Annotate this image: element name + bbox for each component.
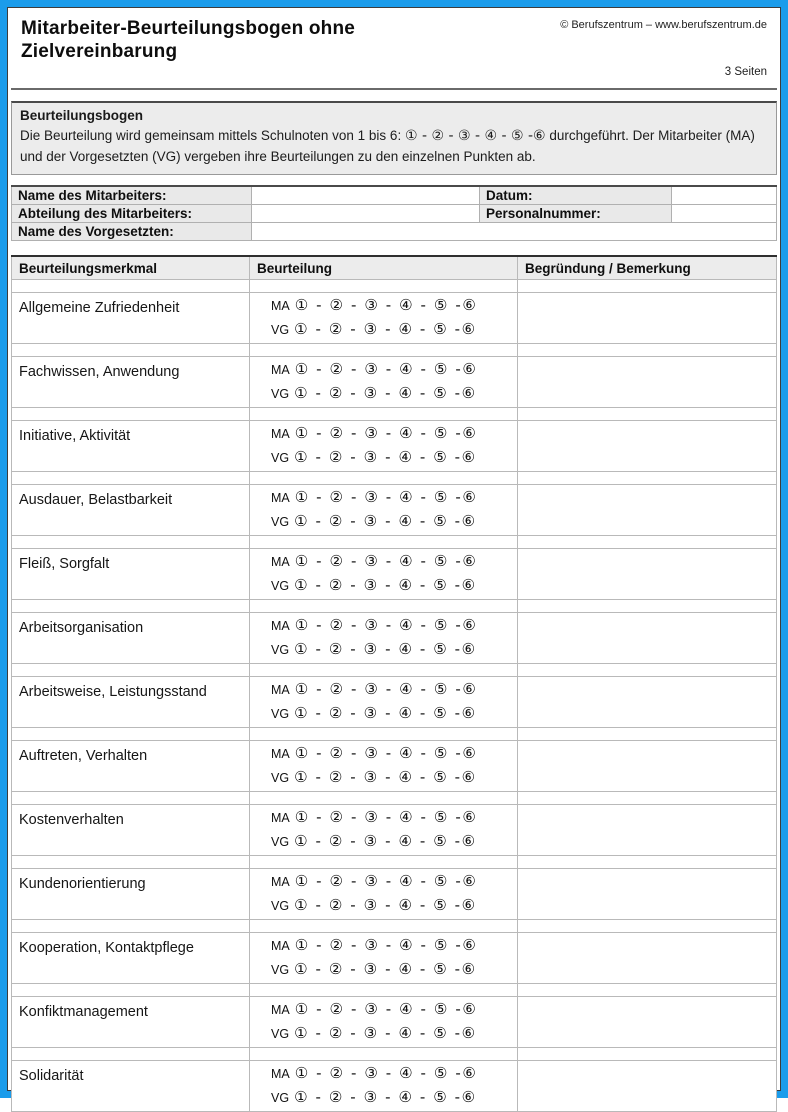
spacer-cell <box>12 536 250 549</box>
vg-scale-digits[interactable]: ① - ② - ③ - ④ - ⑤ -⑥ <box>294 832 477 851</box>
vg-scale-digits[interactable]: ① - ② - ③ - ④ - ⑤ -⑥ <box>294 576 477 595</box>
criterion-row <box>12 293 777 344</box>
spacer-row <box>12 664 777 677</box>
comment-cell[interactable] <box>518 421 777 472</box>
criterion-rating-cell <box>250 741 518 792</box>
vg-rating-scale[interactable] <box>271 958 516 982</box>
intro-heading: Beurteilungsbogen <box>20 108 144 123</box>
spacer-row <box>12 984 777 997</box>
comment-cell[interactable] <box>518 869 777 920</box>
header-meta <box>560 17 771 88</box>
ma-label: MA <box>271 427 290 442</box>
criterion-rating-cell <box>250 293 518 344</box>
spacer-cell <box>518 280 777 293</box>
ma-label: MA <box>271 939 290 954</box>
ma-scale-digits[interactable]: ① - ② - ③ - ④ - ⑤ -⑥ <box>294 872 478 891</box>
spacer-row <box>12 344 777 357</box>
criterion-rating-cell <box>250 421 518 472</box>
vg-rating-scale[interactable] <box>271 766 516 790</box>
spacer-cell <box>250 408 518 421</box>
criterion-rating-cell <box>250 357 518 408</box>
ma-scale-digits[interactable]: ① - ② - ③ - ④ - ⑤ -⑥ <box>294 552 478 571</box>
spacer-cell <box>12 984 250 997</box>
vg-rating-scale[interactable] <box>271 574 516 598</box>
comment-cell[interactable] <box>518 293 777 344</box>
ma-label: MA <box>271 875 290 890</box>
label-mitarbeiter-name: Name des Mitarbeiters: <box>12 186 252 204</box>
ma-rating-scale[interactable] <box>271 550 516 574</box>
ma-rating-scale[interactable] <box>271 806 516 830</box>
field-abteilung[interactable] <box>252 204 480 222</box>
ma-scale-digits[interactable]: ① - ② - ③ - ④ - ⑤ -⑥ <box>294 680 478 699</box>
ma-label: MA <box>271 299 290 314</box>
vg-scale-digits[interactable]: ① - ② - ③ - ④ - ⑤ -⑥ <box>294 704 477 723</box>
form-row-vorgesetzter <box>12 222 777 240</box>
criterion-label: Initiative, Aktivität <box>12 421 250 472</box>
vg-label: VG <box>271 899 290 914</box>
intro-box <box>11 101 777 175</box>
ma-rating-scale[interactable] <box>271 934 516 958</box>
criterion-rating-cell <box>250 549 518 600</box>
criterion-rating-cell <box>250 933 518 984</box>
page-header <box>11 8 777 88</box>
label-vorgesetzter-name: Name des Vorgesetzten: <box>12 222 252 240</box>
spacer-cell <box>12 792 250 805</box>
vg-scale-digits[interactable]: ① - ② - ③ - ④ - ⑤ -⑥ <box>294 768 477 787</box>
ma-label: MA <box>271 811 290 826</box>
criterion-rating-cell <box>250 869 518 920</box>
spacer-cell <box>518 1048 777 1061</box>
vg-rating-scale[interactable] <box>271 382 516 406</box>
rating-scale-legend: ① - ② - ③ - ④ - ⑤ -⑥ <box>404 128 546 144</box>
ma-rating-scale[interactable] <box>271 294 516 318</box>
spacer-row <box>12 280 777 293</box>
criterion-label: Konfiktmanagement <box>12 997 250 1048</box>
vg-label: VG <box>271 323 290 338</box>
spacer-cell <box>518 984 777 997</box>
spacer-row <box>12 856 777 869</box>
criterion-label: Fleiß, Sorgfalt <box>12 549 250 600</box>
spacer-row <box>12 792 777 805</box>
vg-rating-scale[interactable] <box>271 1022 516 1046</box>
criterion-rating-cell <box>250 997 518 1048</box>
page-title: Mitarbeiter-Beurteilungsbogen ohne Zielvereinbarung <box>21 18 356 63</box>
vg-scale-digits[interactable]: ① - ② - ③ - ④ - ⑤ -⑥ <box>294 448 477 467</box>
comment-cell[interactable] <box>518 741 777 792</box>
criterion-rating-cell <box>250 805 518 856</box>
vg-rating-scale[interactable] <box>271 894 516 918</box>
criterion-row <box>12 997 777 1048</box>
ma-rating-scale[interactable] <box>271 486 516 510</box>
criterion-rating-cell <box>250 677 518 728</box>
spacer-cell <box>250 728 518 741</box>
page-count-label: 3 Seiten <box>724 66 767 78</box>
ma-scale-digits[interactable]: ① - ② - ③ - ④ - ⑤ -⑥ <box>294 616 478 635</box>
vg-scale-digits[interactable]: ① - ② - ③ - ④ - ⑤ -⑥ <box>294 1024 477 1043</box>
spacer-cell <box>12 920 250 933</box>
ma-label: MA <box>271 491 290 506</box>
vg-rating-scale[interactable] <box>271 318 516 342</box>
field-personalnummer[interactable] <box>672 204 777 222</box>
ma-label: MA <box>271 1003 290 1018</box>
comment-cell[interactable] <box>518 613 777 664</box>
spacer-cell <box>12 600 250 613</box>
vg-label: VG <box>271 835 290 850</box>
spacer-row <box>12 728 777 741</box>
vg-label: VG <box>271 515 290 530</box>
ma-rating-scale[interactable] <box>271 998 516 1022</box>
vg-label: VG <box>271 771 290 786</box>
criterion-row <box>12 869 777 920</box>
copyright-text: © Berufszentrum – www.berufszentrum.de <box>560 19 767 31</box>
ma-scale-digits[interactable]: ① - ② - ③ - ④ - ⑤ -⑥ <box>294 424 478 443</box>
ma-scale-digits[interactable]: ① - ② - ③ - ④ - ⑤ -⑥ <box>294 1000 478 1019</box>
ma-scale-digits[interactable]: ① - ② - ③ - ④ - ⑤ -⑥ <box>294 744 478 763</box>
vg-label: VG <box>271 387 290 402</box>
vg-rating-scale[interactable] <box>271 510 516 534</box>
ma-label: MA <box>271 363 290 378</box>
ma-rating-scale[interactable] <box>271 870 516 894</box>
ma-scale-digits[interactable]: ① - ② - ③ - ④ - ⑤ -⑥ <box>294 296 478 315</box>
spacer-row <box>12 536 777 549</box>
spacer-cell <box>12 728 250 741</box>
comment-cell[interactable] <box>518 357 777 408</box>
criterion-row <box>12 805 777 856</box>
criterion-row <box>12 357 777 408</box>
vg-scale-digits[interactable]: ① - ② - ③ - ④ - ⑤ -⑥ <box>294 512 477 531</box>
comment-cell[interactable] <box>518 549 777 600</box>
criterion-label: Arbeitsweise, Leistungsstand <box>12 677 250 728</box>
spacer-row <box>12 472 777 485</box>
ma-rating-scale[interactable] <box>271 422 516 446</box>
spacer-cell <box>518 664 777 677</box>
spacer-row <box>12 600 777 613</box>
header-beurteilung: Beurteilung <box>250 256 518 280</box>
vg-rating-scale[interactable] <box>271 446 516 470</box>
spacer-cell <box>250 664 518 677</box>
ma-rating-scale[interactable] <box>271 1062 516 1086</box>
spacer-cell <box>12 472 250 485</box>
criterion-row <box>12 485 777 536</box>
criterion-label: Kooperation, Kontaktpflege <box>12 933 250 984</box>
spacer-cell <box>250 1048 518 1061</box>
vg-label: VG <box>271 1091 290 1106</box>
spacer-cell <box>518 344 777 357</box>
vg-label: VG <box>271 451 290 466</box>
page-content <box>7 7 781 1107</box>
ma-label: MA <box>271 1067 290 1082</box>
spacer-cell <box>518 792 777 805</box>
vg-rating-scale[interactable] <box>271 702 516 726</box>
spacer-cell <box>518 408 777 421</box>
spacer-cell <box>250 920 518 933</box>
vg-label: VG <box>271 579 290 594</box>
ma-scale-digits[interactable]: ① - ② - ③ - ④ - ⑤ -⑥ <box>294 808 478 827</box>
ma-label: MA <box>271 747 290 762</box>
vg-rating-scale[interactable] <box>271 830 516 854</box>
spacer-cell <box>250 536 518 549</box>
intro-text-prefix: Die Beurteilung wird gemeinsam mittels Schulnoten von 1 bis 6: <box>20 128 405 143</box>
spacer-cell <box>250 600 518 613</box>
spacer-cell <box>518 728 777 741</box>
spacer-cell <box>12 408 250 421</box>
spacer-cell <box>250 792 518 805</box>
spacer-cell <box>12 344 250 357</box>
rating-table-header-row <box>12 256 777 280</box>
criterion-label: Kostenverhalten <box>12 805 250 856</box>
meta-form <box>11 185 777 241</box>
ma-label: MA <box>271 619 290 634</box>
vg-scale-digits[interactable]: ① - ② - ③ - ④ - ⑤ -⑥ <box>294 896 477 915</box>
spacer-row <box>12 408 777 421</box>
vg-label: VG <box>271 643 290 658</box>
intro-body <box>20 126 768 167</box>
spacer-cell <box>250 984 518 997</box>
criteria-body <box>12 280 777 1112</box>
criterion-label: Kundenorientierung <box>12 869 250 920</box>
header-beurteilungsmerkmal: Beurteilungsmerkmal <box>12 256 250 280</box>
rating-table <box>11 255 777 1112</box>
header-begruendung: Begründung / Bemerkung <box>518 256 777 280</box>
criterion-label: Auftreten, Verhalten <box>12 741 250 792</box>
form-row-mitarbeiter <box>12 186 777 204</box>
spacer-cell <box>518 600 777 613</box>
vg-scale-digits[interactable]: ① - ② - ③ - ④ - ⑤ -⑥ <box>294 384 477 403</box>
vg-label: VG <box>271 707 290 722</box>
form-row-abteilung <box>12 204 777 222</box>
label-datum: Datum: <box>480 186 672 204</box>
spacer-row <box>12 1048 777 1061</box>
intro-text-suffix: durchgeführt. Der Mitarbeiter (MA) und der Vorgesetzten (VG) vergeben ihre Beurteilungen zu den einzelnen Punkten ab. <box>20 128 755 164</box>
vg-scale-digits[interactable]: ① - ② - ③ - ④ - ⑤ -⑥ <box>294 320 477 339</box>
ma-rating-scale[interactable] <box>271 614 516 638</box>
vg-rating-scale[interactable] <box>271 638 516 662</box>
criterion-row <box>12 1061 777 1112</box>
comment-cell[interactable] <box>518 485 777 536</box>
ma-rating-scale[interactable] <box>271 742 516 766</box>
ma-label: MA <box>271 555 290 570</box>
spacer-cell <box>250 344 518 357</box>
criterion-label: Ausdauer, Belastbarkeit <box>12 485 250 536</box>
spacer-cell <box>518 920 777 933</box>
criterion-row <box>12 421 777 472</box>
vg-scale-digits[interactable]: ① - ② - ③ - ④ - ⑤ -⑥ <box>294 640 477 659</box>
spacer-cell <box>12 664 250 677</box>
label-abteilung: Abteilung des Mitarbeiters: <box>12 204 252 222</box>
spacer-cell <box>12 1048 250 1061</box>
spacer-cell <box>250 856 518 869</box>
comment-cell[interactable] <box>518 677 777 728</box>
comment-cell[interactable] <box>518 1061 777 1112</box>
criterion-row <box>12 677 777 728</box>
criterion-row <box>12 933 777 984</box>
spacer-cell <box>250 472 518 485</box>
field-mitarbeiter-name[interactable] <box>252 186 480 204</box>
spacer-cell <box>518 472 777 485</box>
spacer-row <box>12 920 777 933</box>
comment-cell[interactable] <box>518 997 777 1048</box>
criterion-label: Solidarität <box>12 1061 250 1112</box>
ma-label: MA <box>271 683 290 698</box>
criterion-row <box>12 613 777 664</box>
criterion-rating-cell <box>250 613 518 664</box>
criterion-row <box>12 549 777 600</box>
ma-rating-scale[interactable] <box>271 358 516 382</box>
ma-scale-digits[interactable]: ① - ② - ③ - ④ - ⑤ -⑥ <box>294 1064 478 1083</box>
criterion-row <box>12 741 777 792</box>
spacer-cell <box>12 856 250 869</box>
ma-scale-digits[interactable]: ① - ② - ③ - ④ - ⑤ -⑥ <box>294 936 478 955</box>
comment-cell[interactable] <box>518 933 777 984</box>
vg-label: VG <box>271 1027 290 1042</box>
vg-rating-scale[interactable] <box>271 1086 516 1110</box>
label-personalnummer: Personalnummer: <box>480 204 672 222</box>
criterion-label: Arbeitsorganisation <box>12 613 250 664</box>
vg-scale-digits[interactable]: ① - ② - ③ - ④ - ⑤ -⑥ <box>294 1088 477 1107</box>
ma-scale-digits[interactable]: ① - ② - ③ - ④ - ⑤ -⑥ <box>294 360 478 379</box>
vg-scale-digits[interactable]: ① - ② - ③ - ④ - ⑤ -⑥ <box>294 960 477 979</box>
criterion-rating-cell <box>250 1061 518 1112</box>
vg-label: VG <box>271 963 290 978</box>
field-datum[interactable] <box>672 186 777 204</box>
spacer-cell <box>518 536 777 549</box>
header-divider <box>11 88 777 90</box>
comment-cell[interactable] <box>518 805 777 856</box>
field-vorgesetzter-name[interactable] <box>252 222 777 240</box>
criterion-label: Allgemeine Zufriedenheit <box>12 293 250 344</box>
spacer-cell <box>12 280 250 293</box>
spacer-cell <box>518 856 777 869</box>
criterion-label: Fachwissen, Anwendung <box>12 357 250 408</box>
spacer-cell <box>250 280 518 293</box>
criterion-rating-cell <box>250 485 518 536</box>
ma-scale-digits[interactable]: ① - ② - ③ - ④ - ⑤ -⑥ <box>294 488 478 507</box>
ma-rating-scale[interactable] <box>271 678 516 702</box>
